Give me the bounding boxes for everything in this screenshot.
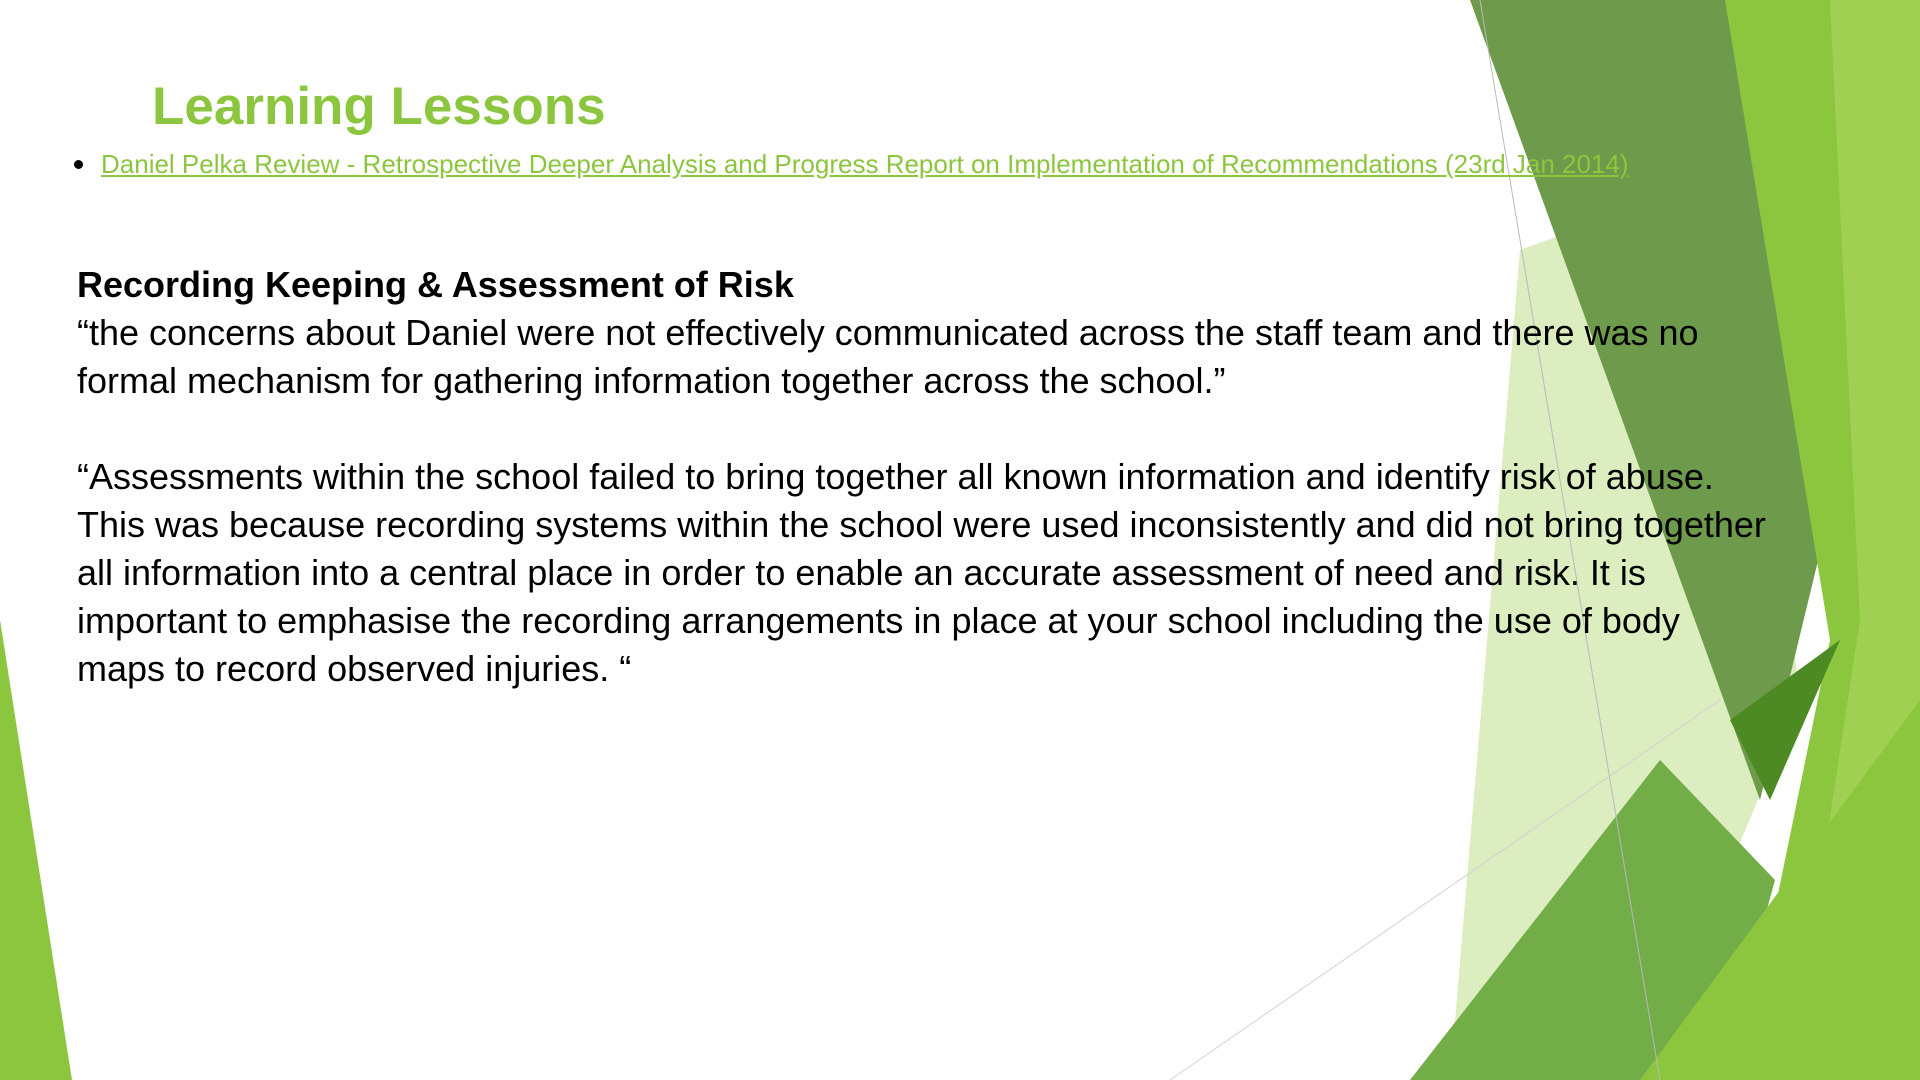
quote-paragraph-1: “the concerns about Daniel were not effectively communicated across the staff team and there was no formal mechanism for gathering information together across the school.” <box>77 312 1699 401</box>
quote-paragraph-2: “Assessments within the school failed to bring together all known information and identify risk of abuse. This was because recording systems within the school were used inconsistently and did not bring together all information into a central place in order to enable an accurate assessment of need and risk. It is important to emphasise the recording arrangements in place at your school including the use of body maps to record observed injuries. “ <box>77 456 1766 689</box>
left-green-sliver <box>0 620 72 1080</box>
slide-body <box>77 261 1777 693</box>
reference-bullet <box>74 149 1629 180</box>
bullet-dot-icon <box>74 160 83 169</box>
slide-title: Learning Lessons <box>152 77 606 136</box>
report-link[interactable]: Daniel Pelka Review - Retrospective Deeper Analysis and Progress Report on Implementation of Recommendations (23rd Jan 2014) <box>101 149 1629 179</box>
section-heading: Recording Keeping & Assessment of Risk <box>77 264 794 305</box>
